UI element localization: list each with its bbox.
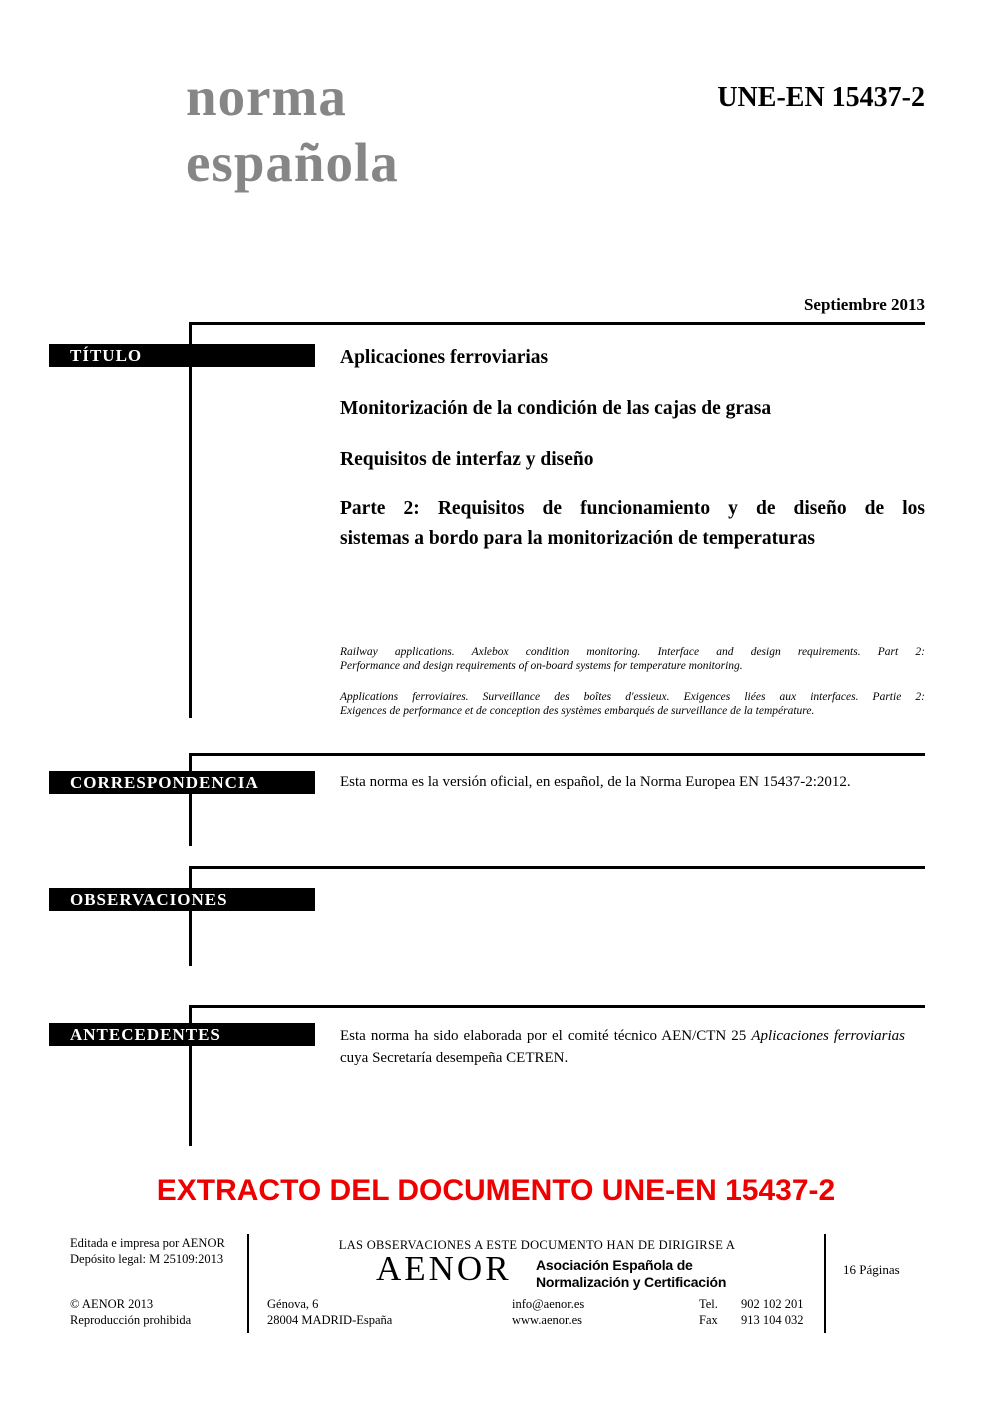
footer-edited-by: Editada e impresa por AENOR <box>70 1236 225 1250</box>
footer-divider-left <box>247 1234 249 1333</box>
title-line-1: Aplicaciones ferroviarias <box>340 347 549 368</box>
titulo-vertical-rule <box>189 322 192 718</box>
footer-contact-web <box>512 1297 584 1328</box>
antecedentes-text <box>340 1026 905 1069</box>
aenor-logo: AENOR <box>376 1249 512 1288</box>
title-french-line-2: Exigences de performance et de conception des systèmes embarqués de surveillance de la température. <box>340 705 815 717</box>
title-line-2: Monitorización de la condición de las cajas de grasa <box>340 398 772 419</box>
brand-line-2: española <box>186 132 399 193</box>
title-line-3: Requisitos de interfaz y diseño <box>340 449 594 470</box>
footer-fax-label: Fax <box>699 1312 718 1327</box>
footer-email: info@aenor.es <box>512 1297 585 1311</box>
observaciones-vertical-rule <box>189 866 192 966</box>
footer-tel-label: Tel. <box>699 1297 718 1311</box>
aenor-org-name-line-2: Normalización y Certificación <box>536 1274 727 1290</box>
title-english-line-1: Railway applications. Axlebox condition monitoring. Interface and design requirements. Part 2: <box>340 646 925 658</box>
footer-website: www.aenor.es <box>512 1312 583 1327</box>
title-english-line-2: Performance and design requirements of on-board systems for temperature monitoring. <box>340 660 743 672</box>
titulo-label-bar: TÍTULO <box>49 344 315 367</box>
titulo-top-rule <box>190 322 925 325</box>
title-line-4 <box>340 494 925 554</box>
footer-legal-deposit: Depósito legal: M 25109:2013 <box>70 1251 224 1266</box>
footer-reproduction-line: Reproducción prohibida <box>70 1312 192 1327</box>
footer-observations-notice: LAS OBSERVACIONES A ESTE DOCUMENTO HAN DE DIRIGIRSE A <box>338 1238 736 1252</box>
title-english <box>340 645 925 673</box>
page-count: 16 Páginas <box>843 1262 900 1277</box>
antecedentes-text-after: cuya Secretaría desempeña CETREN. <box>340 1049 569 1066</box>
observaciones-top-rule <box>190 866 925 869</box>
brand-line-1: norma <box>186 66 347 127</box>
standard-code: UNE-EN 15437-2 <box>717 82 925 113</box>
footer-tel-value: 902 102 201 <box>741 1297 804 1311</box>
aenor-org-name-line-1: Asociación Española de <box>536 1257 693 1273</box>
footer-copyright-line: © AENOR 2013 <box>70 1297 154 1311</box>
correspondencia-vertical-rule <box>189 753 192 846</box>
title-line-4b: sistemas a bordo para la monitorización de temperaturas <box>340 528 815 549</box>
publication-date: Septiembre 2013 <box>803 295 925 314</box>
antecedentes-label-bar: ANTECEDENTES <box>49 1023 315 1046</box>
footer-phone-block <box>699 1297 804 1328</box>
footer-imprint <box>70 1236 225 1267</box>
title-french <box>340 690 925 718</box>
norma-espanola-logo <box>186 64 399 196</box>
antecedentes-top-rule <box>190 1005 925 1008</box>
observaciones-label-bar: OBSERVACIONES <box>49 888 315 911</box>
footer-address <box>267 1297 392 1328</box>
extract-banner: EXTRACTO DEL DOCUMENTO UNE-EN 15437-2 <box>156 1174 836 1207</box>
antecedentes-text-italic: Aplicaciones ferroviarias <box>751 1028 906 1044</box>
correspondencia-label-bar: CORRESPONDENCIA <box>49 771 315 794</box>
footer-divider-right <box>824 1234 826 1333</box>
title-french-line-1: Applications ferroviaires. Surveillance des boîtes d'essieux. Exigences liées aux interfaces. Partie 2: <box>340 691 925 703</box>
footer-copyright <box>70 1297 191 1328</box>
footer-address-street: Génova, 6 <box>267 1297 319 1311</box>
correspondencia-text: Esta norma es la versión oficial, en español, de la Norma Europea EN 15437-2:2012. <box>340 774 851 790</box>
aenor-org-name <box>536 1257 726 1291</box>
footer-fax-value: 913 104 032 <box>741 1312 804 1327</box>
antecedentes-text-before: Esta norma ha sido elaborada por el comité técnico AEN/CTN 25 <box>340 1028 747 1044</box>
footer-address-city: 28004 MADRID-España <box>267 1312 393 1327</box>
title-line-4a: Parte 2: Requisitos de funcionamiento y de diseño de los <box>340 498 925 519</box>
correspondencia-top-rule <box>190 753 925 756</box>
